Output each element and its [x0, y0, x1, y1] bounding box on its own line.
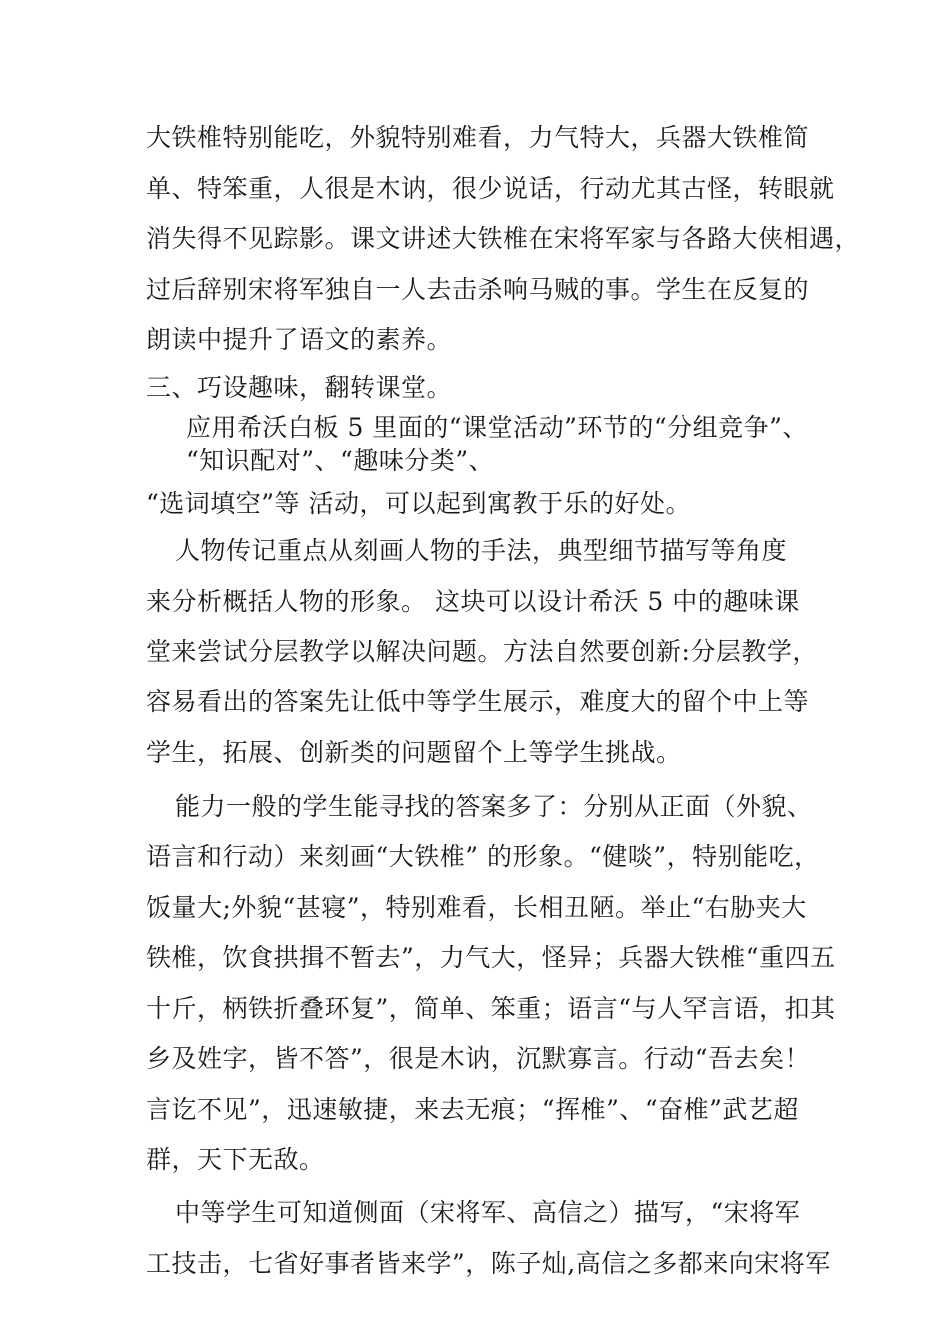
text-line: “选词填空”等 活动，可以起到寓教于乐的好处。: [146, 489, 692, 518]
section-heading: 三、巧设趣味，翻转课堂。: [146, 373, 453, 402]
text-line: 人物传记重点从刻画人物的手法，典型细节描写等角度: [175, 536, 788, 565]
text-line: 消失得不见踪影。课文讲述大铁椎在宋将军家与各路大侠相遇，: [146, 224, 861, 253]
text-line: 工技击，七省好事者皆来学”，陈子灿,高信之多都来向宋将军: [146, 1249, 831, 1278]
text-line: 中等学生可知道侧面（宋将军、高信之）描写，“宋将军: [175, 1198, 801, 1227]
text-line: 单、特笨重，人很是木讷，很少说话，行动尤其古怪，转眼就: [146, 174, 835, 203]
text-line: 十斤，柄铁折叠环复”，简单、笨重；语言“与人罕言语，扣其: [146, 994, 836, 1023]
text-line: “知识配对”、“趣味分类”、: [186, 446, 495, 475]
text-line: 能力一般的学生能寻找的答案多了：分别从正面（外貌、: [175, 792, 813, 821]
text-line: 语言和行动）来刻画“大铁椎” 的形象。“健啖”，特别能吃，: [146, 842, 820, 871]
text-line: 来分析概括人物的形象。 这块可以设计希沃 5 中的趣味课: [146, 587, 800, 616]
text-line: 饭量大;外貌“甚寝”，特别难看，长相丑陋。举止“右胁夹大: [146, 893, 807, 922]
text-line: 言讫不见”，迅速敏捷，来去无痕；“挥椎”、“奋椎”武艺超: [146, 1095, 799, 1124]
text-line: 堂来尝试分层教学以解决问题。方法自然要创新:分层教学，: [146, 637, 818, 666]
text-line: 大铁椎特别能吃，外貌特别难看，力气特大，兵器大铁椎简: [146, 123, 810, 152]
text-line: 乡及姓字，皆不答”，很是木讷，沉默寡言。行动“吾去矣！: [146, 1044, 811, 1073]
text-line: 铁椎，饮食拱揖不暂去”，力气大，怪异；兵器大铁椎“重四五: [146, 943, 836, 972]
text-line: 应用希沃白板 5 里面的“课堂活动”环节的“分组竞争”、: [186, 413, 808, 442]
text-line: 朗读中提升了语文的素养。: [146, 325, 453, 354]
text-line: 容易看出的答案先让低中等学生展示，难度大的留个中上等: [146, 687, 810, 716]
text-line: 过后辞别宋将军独自一人去击杀响马贼的事。学生在反复的: [146, 275, 810, 304]
text-line: 群，天下无敌。: [146, 1145, 325, 1174]
text-line: 学生，拓展、创新类的问题留个上等学生挑战。: [146, 738, 682, 767]
